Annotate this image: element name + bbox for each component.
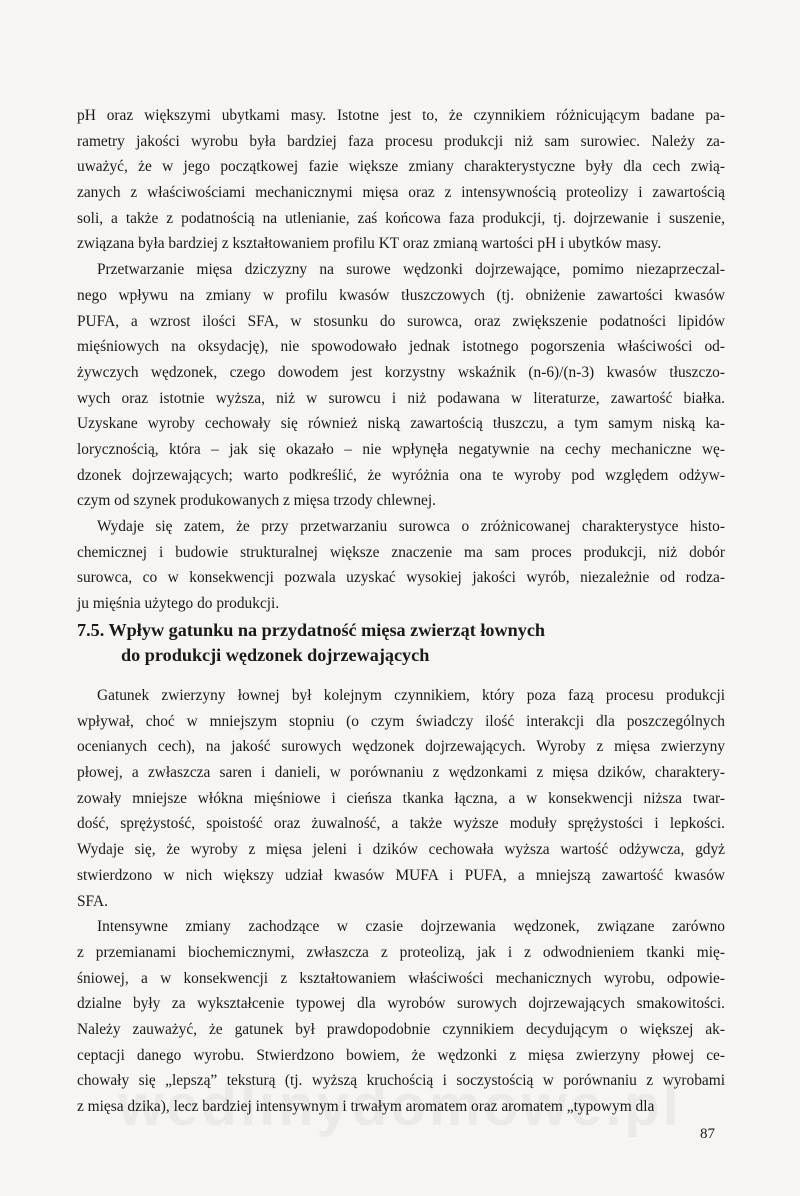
text-line: soli, a także z podatnością na utlenianie, zaś końcowa faza produkcji, tj. dojrzewanie i suszenie,: [77, 209, 725, 227]
page-number: 87: [700, 1126, 715, 1142]
text-line: ju mięśnia użytego do produkcji.: [77, 595, 280, 613]
text-line: Przetwarzanie mięsa dziczyzny na surowe wędzonki dojrzewające, pomimo niezaprzeczal-: [97, 261, 725, 279]
body-text-bottom: [77, 683, 725, 1120]
text-line: SFA.: [77, 892, 108, 910]
text-line: chemicznej i budowie strukturalnej większe znaczenie ma sam proces produkcji, niż dobór: [77, 543, 725, 561]
text-line: Uzyskane wyroby cechowały się również niską zawartością tłuszczu, a tym samym niską ka-: [77, 415, 725, 433]
text-line: Intensywne zmiany zachodzące w czasie dojrzewania wędzonek, związane zarówno: [97, 918, 725, 936]
text-line: PUFA, a wzrost ilości SFA, w stosunku do surowca, oraz zwiększenie podatności lipidów: [77, 312, 725, 330]
text-line: czym od szynek produkowanych z mięsa trzody chlewnej.: [77, 492, 436, 510]
paragraph: [77, 103, 725, 257]
paragraph: [77, 514, 725, 617]
section-heading-line-2: do produkcji wędzonek dojrzewających: [121, 645, 430, 665]
text-line: surowca, co w konsekwencji pozwala uzyskać wysokiej jakości wyrób, niezależnie od rodza-: [77, 569, 725, 587]
text-line: rametry jakości wyrobu była bardziej faza procesu produkcji niż sam surowiec. Należy za-: [77, 132, 725, 150]
text-line: nego wpływu na zmiany w profilu kwasów tłuszczowych (tj. obniżenie zawartości kwasów: [77, 286, 725, 304]
text-line: śniowej, a w konsekwencji z kształtowaniem właściwości mechanicznych wyrobu, odpowie-: [77, 969, 725, 987]
text-line: zowały mniejsze włókna mięśniowe i cieńsza tkanka łączna, a w konsekwencji niższa twar-: [77, 789, 725, 807]
paragraph: [77, 914, 725, 1120]
body-text-top: [77, 103, 725, 617]
text-line: uważyć, że w jego początkowej fazie większe zmiany charakterystyczne były dla cech zwią-: [77, 158, 725, 176]
section-heading: [77, 618, 737, 668]
text-line: płowej, a zwłaszcza saren i danieli, w porównaniu z wędzonkami z mięsa dzików, charaktery-: [77, 764, 725, 782]
text-line: dość, sprężystość, spoistość oraz żuwalność, a także wyższe moduły sprężystości i lepkości.: [77, 815, 725, 833]
text-line: żywczych wędzonek, czego dowodem jest korzystny wskaźnik (n-6)/(n-3) kwasów tłuszczo-: [77, 363, 725, 381]
paragraph: [77, 257, 725, 514]
text-line: ceptacji danego wyrobu. Stwierdzono bowiem, że wędzonki z mięsa zwierzyny płowej ce-: [77, 1046, 725, 1064]
text-line: z przemianami biochemicznymi, zwłaszcza z proteolizą, jak i z odwodnieniem tkanki mię-: [77, 943, 725, 961]
text-line: pH oraz większymi ubytkami masy. Istotne jest to, że czynnikiem różnicującym badane pa-: [77, 107, 725, 124]
text-line: wpływał, choć w mniejszym stopniu (o czym świadczy ilość interakcji dla poszczególnych: [77, 712, 725, 730]
text-line: lorycznością, która – jak się okazało – nie wpłynęła negatywnie na cechy mechaniczne wę-: [77, 440, 725, 458]
text-line: Należy zauważyć, że gatunek był prawdopodobnie czynnikiem decydującym o większej ak-: [77, 1020, 725, 1038]
text-line: Wydaje się, że wyroby z mięsa jeleni i dzików cechowała wyższa wartość odżywcza, gdyż: [77, 841, 725, 859]
text-line: chowały się „lepszą” teksturą (tj. wyższą kruchością i soczystością w porównaniu z wyrobami: [77, 1072, 725, 1090]
text-line: wych oraz istotnie wyższa, niż w surowcu i niż podawana w literaturze, zawartość białka.: [77, 389, 725, 407]
section-heading-line-1: 7.5. Wpływ gatunku na przydatność mięsa zwierząt łownych: [77, 620, 546, 640]
text-line: Wydaje się zatem, że przy przetwarzaniu surowca o zróżnicowanej charakterystyce histo-: [97, 518, 725, 535]
text-line: ocenianych cech), na jakość surowych wędzonek dojrzewających. Wyroby z mięsa zwierzyny: [77, 738, 725, 756]
text-line: zanych z właściwościami mechanicznymi mięsa oraz z intensywnością proteolizy i zawartością: [77, 184, 725, 202]
paragraph: [77, 683, 725, 914]
text-line: związana była bardziej z kształtowaniem profilu KT oraz zmianą wartości pH i ubytków masy.: [77, 235, 662, 253]
text-line: mięśniowych na oksydację), nie spowodowało jednak istotnego pogorszenia właściwości od-: [77, 338, 725, 356]
text-line: Gatunek zwierzyny łownej był kolejnym czynnikiem, który poza fazą procesu produkcji: [97, 687, 725, 704]
text-line: dzialne były za wykształcenie typowej dla wyrobów surowych dojrzewających smakowitości.: [77, 995, 725, 1013]
text-line: dzonek dojrzewających; warto podkreślić, że wyróżnia ona te wyroby pod względem odżyw-: [77, 466, 725, 484]
text-line: z mięsa dzika), lecz bardziej intensywnym i trwałym aromatem oraz aromatem „typowym dla: [77, 1098, 655, 1115]
text-line: stwierdzono w nich większy udział kwasów MUFA i PUFA, a mniejszą zawartość kwasów: [77, 866, 725, 884]
